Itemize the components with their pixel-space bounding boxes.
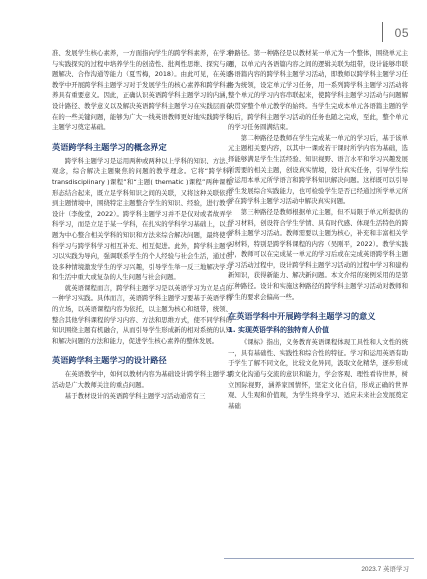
subsection-heading: 1. 实现英语学科的独特育人价值 bbox=[228, 326, 329, 335]
paragraph: 第三种路径是教师根据单元主题，但不局限于单元所提供的学习材料，创设符合学生学情、具有时代感、体现生活特色的跨学科主题学习活动。教师需要以主题为核心，补充和丰富相关学习材料，特别是跨学科课程的内容（吴刚平，2022）。教学实践中，教师可以在完成某一单元的学习后或在完成英语跨学科主题学习活动过程中，设计跨学科主题学习活动的过程中学习和建构新知识，获得新能力、解决新问题。本文介绍的案例采用的是第三种路径。设计和实施这种路径的跨学科主题学习活动对教师和学生的要求会偏高一些。 bbox=[228, 207, 408, 301]
paragraph: 第二种路径是教师在学生完成某一单元的学习后，基于该单元主题相关要内容，以其中一课或若干课时所学内容为基础，选择能够满足学生生活经验、知识视野、语言水平和学习兴趣发展所需要的相关主题，创设真实情境，设计真实任务，引导学生综合运用本单元所学语言和跨学科知识解决问题。这样既可以引导学生发展综合实践能力，也可检验学生是否已经通过所学单元所学在跨学科主题学习活动中解决真实问题。 bbox=[228, 133, 408, 206]
header-divider bbox=[382, 22, 383, 42]
paragraph: 种路径。第一种路径是以教材某一单元为一个整体，围绕单元主题，以单元内各语篇内容之间的逻辑关联为组带，设计能够串联各语篇内容的跨学科主题学习活动，即教师以跨学科主题学习任务为统领，设定单元学习任务，用一系列跨学科主题学习活动将整个单元的学习内容串联起来，使跨学科主题学习活动与问题解决贯穿整个单元教学的始终。当学生完成本单元各语篇主题的学习后，跨学科主题学习活动的任务也随之完成，至此，整个单元的学习任务圆满结束。 bbox=[228, 49, 408, 132]
paragraph: 基于教材设计的英语跨学科主题学习活动通常有三 bbox=[64, 391, 206, 400]
page-number: 05 bbox=[394, 26, 409, 40]
left-column bbox=[52, 48, 232, 401]
paragraph: 在英语教学中，如何以教材内容为基础设计跨学科主题学习活动是广大教师关注的重点问题。 bbox=[52, 370, 232, 390]
right-column bbox=[228, 48, 408, 411]
paragraph: 就英语课程而言，跨学科主题学习是以英语学习为立足点的一种学习实践。具体而言，英语跨学科主题学习要基于英语学科的立场，以英语课程内容为依托，以主题为核心和纽带，统领、整合其他学科课程的学习内容、方法和思维方式，使不同学科的知识围绕主题有机融合，从而引导学生形成新的相对系统的认知和解决问题的方法和能力，促进学生核心素养的整体发展。 bbox=[52, 283, 232, 345]
section-heading: 英语跨学科主题学习的概念界定 bbox=[52, 141, 167, 152]
section-heading: 英语跨学科主题学习的设计路径 bbox=[52, 355, 167, 366]
section-heading: 在英语学科中开展跨学科主题学习的意义 bbox=[228, 311, 376, 322]
paragraph: 跨学科主题学习是运用两种或两种以上学科的知识、方法、观念，综合解决主题聚焦的问题的教学理念。它将“跨学科( transdisciplinary )课程”和“主题( thematic )课程”两种课程形态结合起来，既立足学科知识之间的关联，又将这种关联依托到主题情境中，围绕特定主题整合学生的知识、经验，进行教学设计（李俊堂，2022）。跨学科主题学习并不是仅对或者故弄学科学习，而是立足于某一学科，在扎实的学科学习基础上，以主题为中心整合相关学科的知识和方法来综合解决问题，最终使学科学习与跨学科学习相互补充、相互促进。此外，跨学科主题学习以实践为导向，强调联系学生的个人经验与社会生活，通过创设多种情境激发学生的学习兴趣，引导学生举一反三地解决学习和生活中重大或复杂的人生问题与社会问题。 bbox=[52, 156, 232, 282]
paragraph: 准、发展学生核心素养，一方面指向学生的跨学科素养，在学习与实践探究的过程中培养学生的创造性、批判性思维、探究与问题解决、合作沟通等能力（夏雪梅，2018）。由此可见，在英语教学中开展跨学科主题学习对于发展学生的核心素养和跨学科素养具有重要意义。因此，正确认识英语跨学科主题学习的内涵，设计路径、教学意义以及解决英语跨学科主题学习在实践层面存在的一些关键问题，能够为广大一线英语教师更好地实践跨学科主题学习奠定基础。 bbox=[52, 49, 232, 132]
paragraph: 《课标》指出，义务教育英语课程体现工具性和人文性的统一，具有基础性、实践性和综合性的特征。学习和运用英语有助于学生了解不同文化，比较文化异同，汲取文化精华，逐步形成跨文化沟通与交流的意识和能力，学会客观、理性看待世界，树立国际视野，涵养家国情怀，坚定文化自信，形成正确的世界观、人生观和价值观，为学生终身学习、适应未来社会发展奠定基础 bbox=[228, 338, 408, 410]
footer-text: 2023.7 英语学习 bbox=[361, 566, 409, 573]
footer-divider bbox=[224, 558, 414, 559]
